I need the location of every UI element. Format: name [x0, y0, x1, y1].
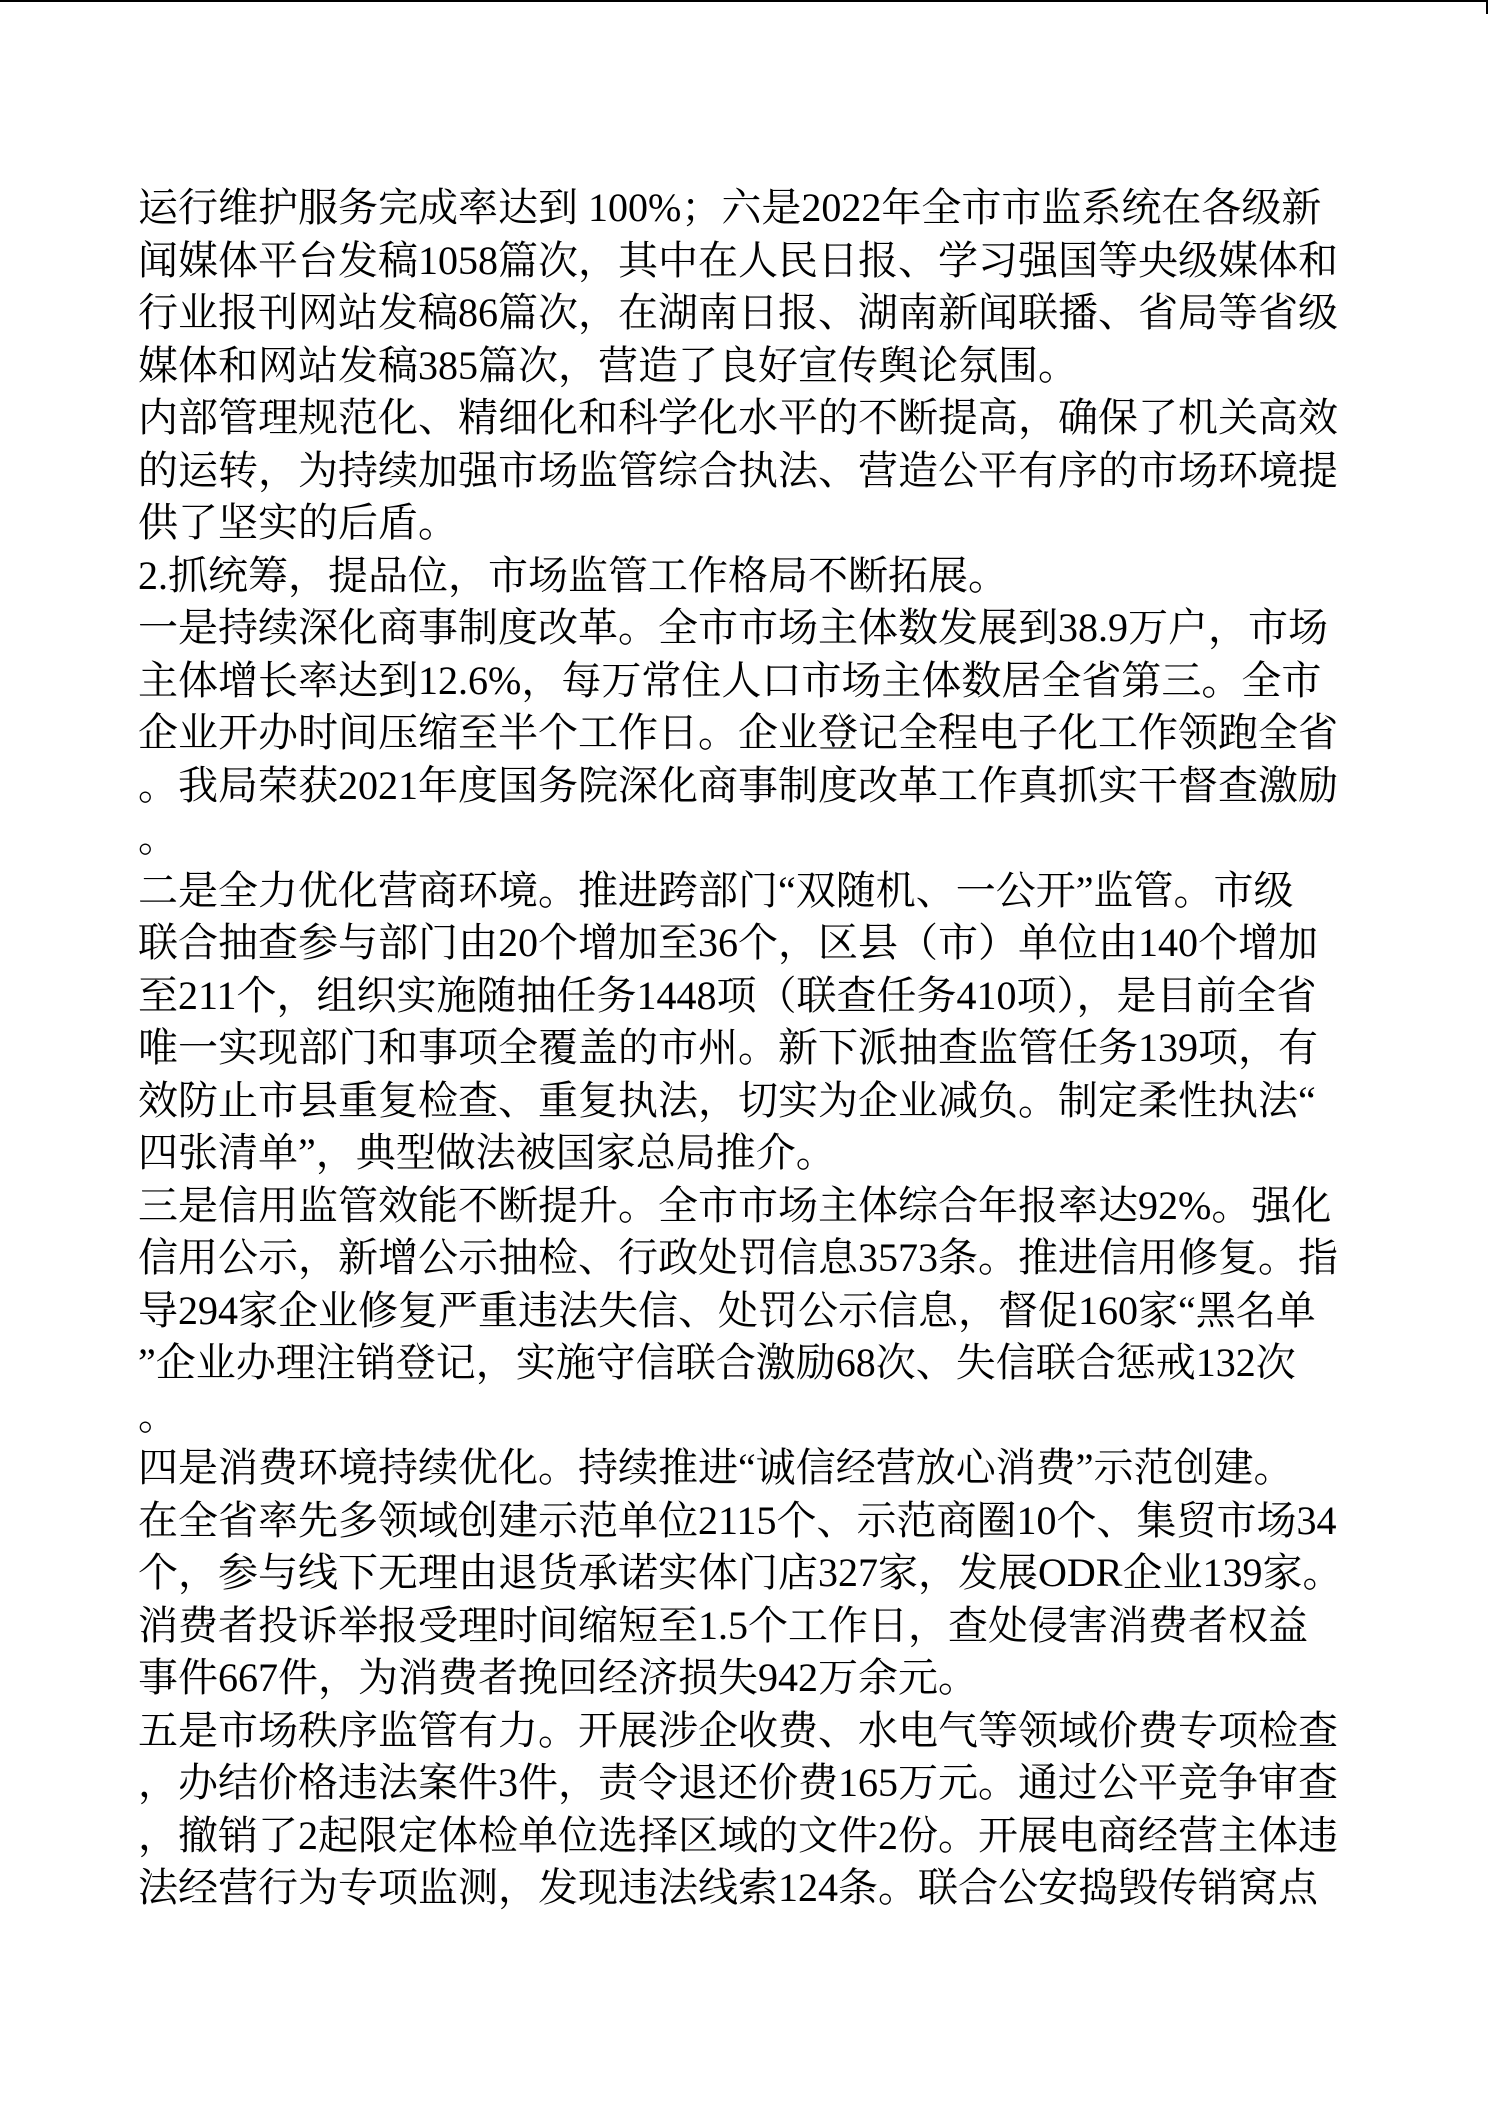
- text-line: 消费者投诉举报受理时间缩短至1.5个工作日，查处侵害消费者权益: [138, 1602, 1308, 1648]
- text-line: 行业报刊网站发稿86篇次，在湖南日报、湖南新闻联播、省局等省级: [138, 290, 1338, 335]
- text-line: 在全省率先多领域创建示范单位2115个、示范商圈10个、集贸市场34: [138, 1497, 1337, 1543]
- text-line: 。: [138, 1392, 178, 1438]
- text-line: 联合抽查参与部门由20个增加至36个，区县（市）单位由140个增加: [138, 920, 1318, 965]
- text-line: 的运转，为持续加强市场监管综合执法、营造公平有序的市场环境提: [138, 447, 1338, 493]
- text-line: ，办结价格违法案件3件，责令退还价费165万元。通过公平竞争审查: [138, 1760, 1338, 1805]
- text-line: 供了坚实的后盾。: [138, 500, 458, 545]
- text-line: 内部管理规范化、精细化和科学化水平的不断提高，确保了机关高效: [138, 395, 1338, 440]
- text-line: 闻媒体平台发稿1058篇次，其中在人民日报、学习强国等央级媒体和: [138, 237, 1338, 283]
- text-line: 事件667件，为消费者挽回经济损失942万余元。: [138, 1655, 978, 1700]
- text-line: 媒体和网站发稿385篇次，营造了良好宣传舆论氛围。: [138, 342, 1078, 388]
- document-body: [138, 182, 1358, 1915]
- text-line: 导294家企业修复严重违法失信、处罚公示信息，督促160家“黑名单: [138, 1287, 1316, 1333]
- text-line: 四是消费环境持续优化。持续推进“诚信经营放心消费”示范创建。: [138, 1445, 1294, 1490]
- text-line: 。: [138, 815, 178, 860]
- text-line: 运行维护服务完成率达到 100%；六是2022年全市市监系统在各级新: [138, 185, 1322, 230]
- text-line: ，撤销了2起限定体检单位选择区域的文件2份。开展电商经营主体违: [138, 1812, 1338, 1858]
- text-line: 法经营行为专项监测，发现违法线索124条。联合公安捣毁传销窝点: [138, 1865, 1318, 1910]
- text-line: 五是市场秩序监管有力。开展涉企收费、水电气等领域价费专项检查: [138, 1707, 1338, 1753]
- text-line: 三是信用监管效能不断提升。全市市场主体综合年报率达92%。强化: [138, 1182, 1332, 1228]
- text-line: 二是全力优化营商环境。推进跨部门“双随机、一公开”监管。市级: [138, 867, 1294, 913]
- text-line: 信用公示，新增公示抽检、行政处罚信息3573条。推进信用修复。指: [138, 1235, 1338, 1280]
- text-line: 。我局荣获2021年度国务院深化商事制度改革工作真抓实干督查激励: [138, 762, 1338, 808]
- text-line: 至211个，组织实施随抽任务1448项（联查任务410项），是目前全省: [138, 972, 1317, 1018]
- text-line: 企业开办时间压缩至半个工作日。企业登记全程电子化工作领跑全省: [138, 710, 1338, 755]
- text-line: 四张清单”，典型做法被国家总局推介。: [138, 1130, 836, 1175]
- text-line: 唯一实现部门和事项全覆盖的市州。新下派抽查监管任务139项，有: [138, 1025, 1318, 1070]
- text-line: 个，参与线下无理由退货承诺实体门店327家，发展ODR企业139家。: [138, 1550, 1343, 1595]
- page-top-border: [0, 0, 1486, 2]
- text-line: 2.抓统筹，提品位，市场监管工作格局不断拓展。: [138, 552, 1008, 598]
- text-line: 效防止市县重复检查、重复执法，切实为企业减负。制定柔性执法“: [138, 1077, 1316, 1123]
- text-line: 主体增长率达到12.6%，每万常住人口市场主体数居全省第三。全市: [138, 657, 1322, 703]
- text-line: ”企业办理注销登记，实施守信联合激励68次、失信联合惩戒132次: [138, 1340, 1296, 1385]
- text-line: 一是持续深化商事制度改革。全市市场主体数发展到38.9万户，市场: [138, 605, 1328, 650]
